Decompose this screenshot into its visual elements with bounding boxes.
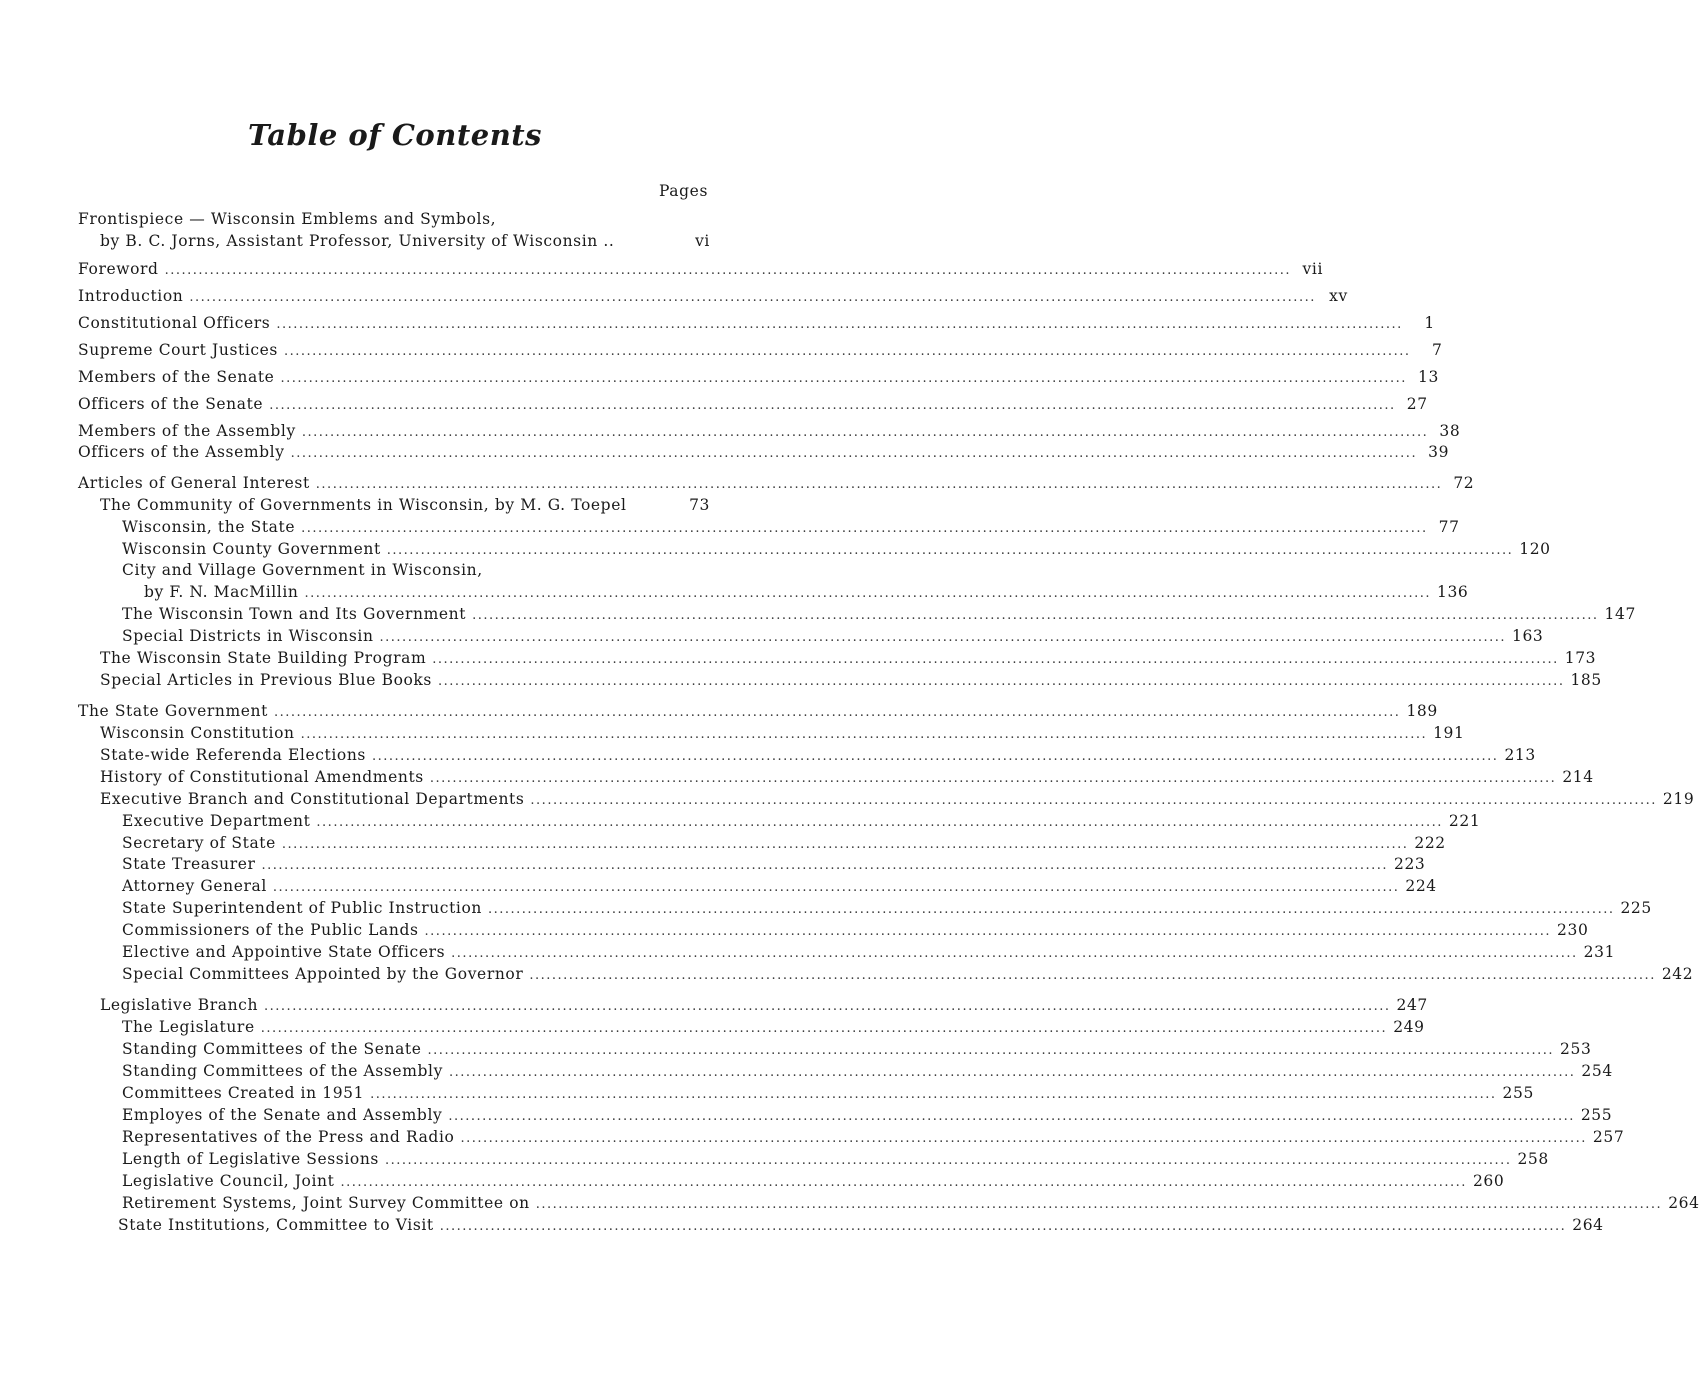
- toc-entry-title: Legislative Branch: [100, 996, 259, 1014]
- dot-leader: ........................................................................................................................................................................................................: [300, 727, 1428, 742]
- toc-entry: [78, 516, 1460, 538]
- toc-entry-title: The Community of Governments in Wisconsin, by M. G. Toepel: [100, 496, 627, 514]
- dot-leader: ........................................................................................................................................................................................................: [264, 999, 1391, 1014]
- toc-entry: [78, 625, 1544, 647]
- toc-entry-page: 255: [1580, 1106, 1613, 1124]
- toc-entry-title: Attorney General: [122, 877, 267, 895]
- toc-entry-page: 224: [1405, 877, 1437, 895]
- toc-entry-title: Introduction: [78, 287, 184, 305]
- toc-entry-title: The Wisconsin Town and Its Government: [122, 605, 467, 623]
- dot-leader: ........................................................................................................................................................................................................: [272, 880, 1400, 895]
- toc-entry-title: Length of Legislative Sessions: [122, 1150, 379, 1168]
- toc-entry: [78, 230, 710, 252]
- dot-leader: ........................................................................................................................................................................................................: [273, 705, 1401, 720]
- toc-entry: [78, 581, 1469, 603]
- dot-leader: ........................................................................................................................................................................................................: [284, 344, 1411, 359]
- toc-entry: [78, 603, 1636, 625]
- toc-entry-page: 38: [1439, 422, 1461, 440]
- toc-entry: [78, 472, 1475, 494]
- dot-leader: ........................................................................................................................................................................................................: [371, 749, 1499, 764]
- dot-leader: ........................................................................................................................................................................................................: [261, 858, 1388, 873]
- dot-leader: ........................................................................................................................................................................................................: [301, 425, 1429, 440]
- toc-entry: [78, 1104, 1613, 1126]
- dot-leader: ........................................................................................................................................................................................................: [315, 477, 1443, 492]
- dot-leader: ........................................................................................................................................................................................................: [530, 793, 1657, 808]
- toc-entry-page: 223: [1393, 855, 1426, 873]
- dot-leader: ........................................................................................................................................................................................................: [164, 263, 1292, 278]
- toc-entry-page: 185: [1570, 671, 1602, 689]
- toc-entry-title: Supreme Court Justices: [78, 341, 278, 359]
- toc-entry-title: City and Village Government in Wisconsin,: [122, 561, 483, 579]
- toc-entry-title: Wisconsin Constitution: [100, 724, 295, 742]
- dot-leader: ........................................................................................................................................................................................................: [340, 1175, 1467, 1190]
- toc-entry-title: Special Districts in Wisconsin: [122, 627, 374, 645]
- toc-entry: [78, 1082, 1534, 1104]
- toc-entry-page: 254: [1581, 1062, 1613, 1080]
- toc-entry-title: Representatives of the Press and Radio: [122, 1128, 455, 1146]
- toc-entry-page: 72: [1453, 474, 1475, 492]
- dot-leader: ........................................................................................................................................................................................................: [432, 652, 1559, 667]
- toc-entry-title: Members of the Senate: [78, 368, 275, 386]
- dot-leader: ........................................................................................................................................................................................................: [429, 771, 1557, 786]
- page-title: Table of Contents: [247, 118, 542, 152]
- toc-entry: [78, 494, 710, 516]
- toc-entry-title: The Wisconsin State Building Program: [100, 649, 427, 667]
- toc-entry: [78, 538, 1551, 560]
- toc-entry-title: Wisconsin County Government: [122, 540, 381, 558]
- toc-entry: [78, 941, 1616, 963]
- toc-entry-page: 222: [1414, 834, 1446, 852]
- toc-entry-title: Foreword: [78, 260, 159, 278]
- toc-entry-title: State Superintendent of Public Instruction: [122, 899, 482, 917]
- dot-leader: ........................................................................................................................................................................................................: [260, 1021, 1388, 1036]
- toc-entry: [78, 788, 1695, 810]
- toc-entry-page: 27: [1406, 395, 1428, 413]
- toc-entry-title: Standing Committees of the Assembly: [122, 1062, 443, 1080]
- toc-entry: [78, 1148, 1549, 1170]
- toc-entry-page: 120: [1519, 540, 1551, 558]
- toc-entry-page: xv: [1329, 287, 1348, 305]
- toc-entry-page: 225: [1620, 899, 1652, 917]
- toc-entry-page: 7: [1432, 341, 1443, 359]
- dot-leader: ........................................................................................................................................................................................................: [535, 1197, 1663, 1212]
- toc-entry-page: 214: [1562, 768, 1594, 786]
- toc-entry-page: 189: [1406, 702, 1438, 720]
- toc-entry: [78, 700, 1438, 722]
- toc-entry-title: Employes of the Senate and Assembly: [122, 1106, 443, 1124]
- toc-entry: [78, 366, 1439, 388]
- toc-entry: [78, 1016, 1425, 1038]
- toc-entry-page: 257: [1592, 1128, 1625, 1146]
- toc-entry-page: 191: [1433, 724, 1465, 742]
- dot-leader: ........................................................................................................................................................................................................: [427, 1043, 1555, 1058]
- toc-entry-page: 136: [1436, 583, 1469, 601]
- dot-leader: ........................................................................................................................................................................................................: [301, 521, 1428, 536]
- toc-entry-title: by F. N. MacMillin: [144, 583, 299, 601]
- toc-entry: [78, 744, 1536, 766]
- toc-entry: [78, 339, 1443, 361]
- toc-entry-title: Frontispiece — Wisconsin Emblems and Symbols,: [78, 210, 497, 228]
- pages-column-header: Pages: [658, 182, 708, 200]
- toc-entry-page: 264: [1572, 1216, 1604, 1234]
- dot-leader: ........................................................................................................................................................................................................: [451, 946, 1578, 961]
- toc-entry: [78, 559, 710, 581]
- toc-entry: [78, 285, 1348, 307]
- toc-entry: [78, 393, 1428, 415]
- dot-leader: ........................................................................................................................................................................................................: [460, 1131, 1587, 1146]
- toc-entry-page: 253: [1560, 1040, 1592, 1058]
- dot-leader: ........................................................................................................................................................................................................: [304, 586, 1431, 601]
- toc-entry-page: vii: [1302, 260, 1324, 278]
- toc-entry: [78, 420, 1461, 442]
- toc-entry-title: Special Articles in Previous Blue Books: [100, 671, 432, 689]
- toc-entry-title: Officers of the Assembly: [78, 443, 285, 461]
- toc-entry-title: The State Government: [78, 702, 268, 720]
- toc-entry-title: Members of the Assembly: [78, 422, 296, 440]
- toc-entry-page: 258: [1517, 1150, 1549, 1168]
- toc-entry: [78, 1170, 1505, 1192]
- toc-entry-title: Executive Branch and Constitutional Departments: [100, 790, 525, 808]
- toc-entry-title: Standing Committees of the Senate: [122, 1040, 422, 1058]
- toc-entry-title: Committees Created in 1951: [122, 1084, 365, 1102]
- toc-entry-title: Constitutional Officers: [78, 314, 271, 332]
- dot-leader: ........................................................................................................................................................................................................: [448, 1109, 1575, 1124]
- toc-entry-page: 163: [1512, 627, 1544, 645]
- toc-entry: [78, 810, 1481, 832]
- toc-entry-title: State Treasurer: [122, 855, 256, 873]
- toc-entry-page: 264: [1668, 1194, 1700, 1212]
- toc-entry-title: Wisconsin, the State: [122, 518, 296, 536]
- dot-leader: ........................................................................................................................................................................................................: [386, 543, 1514, 558]
- toc-entry: [78, 994, 1428, 1016]
- toc-entry-page: 147: [1604, 605, 1636, 623]
- toc-entry: [78, 963, 1694, 985]
- dot-leader: ........................................................................................................................................................................................................: [448, 1065, 1576, 1080]
- dot-leader: ........................................................................................................................................................................................................: [384, 1153, 1512, 1168]
- toc-entry: [78, 832, 1446, 854]
- dot-leader: ........................................................................................................................................................................................................: [189, 290, 1316, 305]
- toc-entry-title: Secretary of State: [122, 834, 276, 852]
- toc-entry-title: History of Constitutional Amendments: [100, 768, 424, 786]
- toc-entry: [78, 919, 1589, 941]
- toc-entry-page: 249: [1393, 1018, 1425, 1036]
- toc-entry-title: Articles of General Interest: [78, 474, 310, 492]
- toc-entry: [78, 1060, 1613, 1082]
- toc-entry: [78, 875, 1437, 897]
- toc-entry: [78, 1038, 1592, 1060]
- toc-entry: [78, 766, 1594, 788]
- dot-leader: ........................................................................................................................................................................................................: [280, 371, 1407, 386]
- toc-entry: [78, 897, 1652, 919]
- toc-entry-title: by B. C. Jorns, Assistant Professor, University of Wisconsin ..: [100, 232, 615, 250]
- toc-entry-title: Elective and Appointive State Officers: [122, 943, 446, 961]
- toc-entry-title: The Legislature: [122, 1018, 255, 1036]
- toc-entry: [78, 441, 1450, 463]
- toc-entry-page: 247: [1396, 996, 1428, 1014]
- toc-entry-page: 231: [1583, 943, 1616, 961]
- toc-entry-page: 230: [1557, 921, 1589, 939]
- toc-entry-page: 73: [689, 496, 710, 514]
- toc-entry: [78, 647, 1597, 669]
- toc-entry-page: 219: [1662, 790, 1695, 808]
- toc-entry: [78, 722, 1465, 744]
- toc-entry: [78, 312, 1435, 334]
- toc-entry-page: 255: [1502, 1084, 1534, 1102]
- toc-entry-page: 1: [1424, 314, 1435, 332]
- dot-leader: ........................................................................................................................................................................................................: [379, 630, 1506, 645]
- toc-entry-page: 213: [1504, 746, 1536, 764]
- dot-leader: ........................................................................................................................................................................................................: [370, 1087, 1497, 1102]
- toc-entry-title: Commissioners of the Public Lands: [122, 921, 419, 939]
- toc-entry-page: 173: [1564, 649, 1597, 667]
- toc-entry-page: 13: [1417, 368, 1439, 386]
- toc-entry: [78, 1214, 1604, 1236]
- toc-entry-title: State Institutions, Committee to Visit: [118, 1216, 434, 1234]
- toc-entry-page: 242: [1661, 965, 1694, 983]
- toc-entry: [78, 1192, 1700, 1214]
- dot-leader: ........................................................................................................................................................................................................: [424, 924, 1552, 939]
- toc-entry-page: 260: [1472, 1172, 1505, 1190]
- toc-entry: [78, 853, 1426, 875]
- toc-entry-title: Special Committees Appointed by the Governor: [122, 965, 524, 983]
- dot-leader: ........................................................................................................................................................................................................: [281, 837, 1409, 852]
- dot-leader: ........................................................................................................................................................................................................: [269, 398, 1396, 413]
- toc-entry-title: Officers of the Senate: [78, 395, 264, 413]
- toc-entry: [78, 258, 1324, 280]
- toc-entry-title: Executive Department: [122, 812, 311, 830]
- dot-leader: ........................................................................................................................................................................................................: [439, 1219, 1567, 1234]
- toc-entry-title: Retirement Systems, Joint Survey Committee on: [122, 1194, 530, 1212]
- dot-leader: ........................................................................................................................................................................................................: [437, 674, 1565, 689]
- toc-entry-page: 221: [1448, 812, 1481, 830]
- toc-entry-page: vi: [695, 232, 710, 250]
- dot-leader: ........................................................................................................................................................................................................: [529, 968, 1656, 983]
- toc-entry-title: Legislative Council, Joint: [122, 1172, 335, 1190]
- dot-leader: ........................................................................................................................................................................................................: [488, 902, 1615, 917]
- toc-entry-page: 77: [1438, 518, 1460, 536]
- toc-entry: [78, 1126, 1625, 1148]
- toc-entry-page: 39: [1428, 443, 1450, 461]
- dot-leader: ........................................................................................................................................................................................................: [472, 608, 1599, 623]
- dot-leader: ........................................................................................................................................................................................................: [316, 815, 1443, 830]
- dot-leader: ........................................................................................................................................................................................................: [290, 446, 1418, 461]
- toc-entry: [78, 669, 1602, 691]
- toc-entry: [78, 208, 710, 230]
- toc-entry-title: State-wide Referenda Elections: [100, 746, 366, 764]
- dot-leader: ........................................................................................................................................................................................................: [276, 317, 1403, 332]
